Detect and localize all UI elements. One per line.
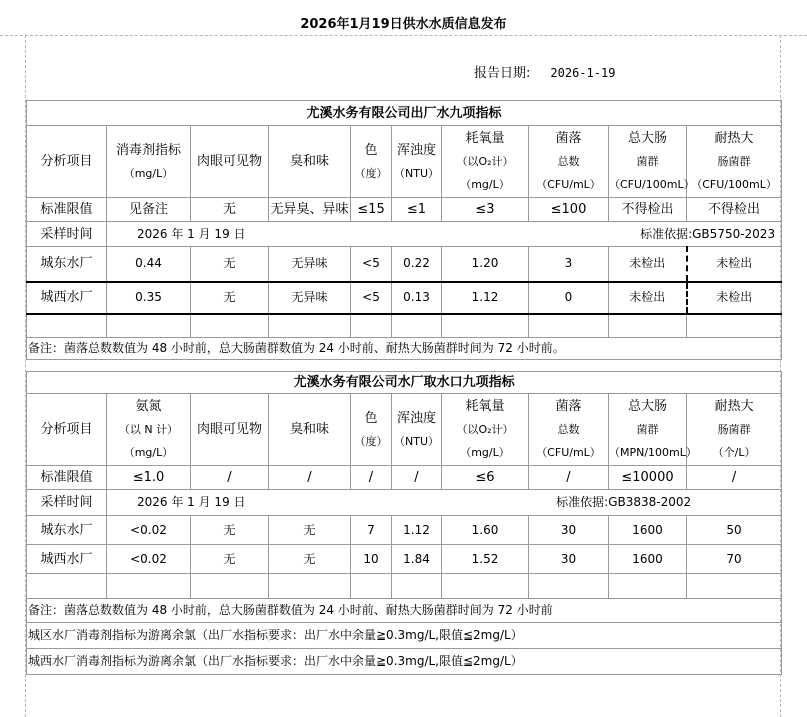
table1-sampling-label: 采样时间 (27, 222, 107, 247)
header-cell (191, 126, 269, 198)
limit-cell: / (687, 466, 782, 490)
value-cell: <0.02 (107, 516, 191, 545)
value-cell: 未检出 (687, 282, 782, 314)
value-cell: 1.84 (392, 545, 442, 574)
header-line: 臭和味 (289, 422, 329, 437)
value-cell: 无 (191, 516, 269, 545)
table-row (27, 247, 782, 282)
empty-cell (269, 314, 351, 338)
table-row (27, 545, 782, 574)
table1-title: 尤溪水务有限公司出厂水九项指标 (27, 101, 782, 126)
limit-cell: / (529, 466, 609, 490)
value-cell: 未检出 (609, 282, 687, 314)
empty-cell (687, 314, 782, 338)
header-cell (392, 126, 442, 198)
plant-name: 城东水厂 (27, 516, 107, 545)
header-line: （mg/L） (460, 446, 510, 459)
header-line: 耐热大 (714, 131, 754, 146)
empty-cell (529, 314, 609, 338)
header-cell (609, 394, 697, 466)
value-cell: 0.35 (107, 282, 191, 314)
table1-sampling-date: 2026 年 1 月 19 日 (137, 226, 246, 241)
table1-empty-row (27, 314, 782, 338)
header-line: （以O₂计） (456, 155, 514, 168)
value-cell: <5 (351, 282, 392, 314)
empty-cell (609, 574, 687, 599)
value-cell: 1.52 (442, 545, 529, 574)
empty-cell (529, 574, 609, 599)
limit-cell: ≤100 (529, 198, 609, 222)
finished-water-table (26, 100, 782, 360)
header-cell (351, 126, 392, 198)
intake-water-table (26, 371, 782, 675)
empty-cell (351, 314, 392, 338)
value-cell: 0 (529, 282, 609, 314)
plant-name: 城东水厂 (27, 247, 107, 282)
header-line: 臭和味 (289, 154, 329, 169)
limit-cell: ≤15 (351, 198, 392, 222)
empty-cell (351, 574, 392, 599)
header-cell (351, 394, 392, 466)
empty-cell (191, 314, 269, 338)
header-cell (687, 126, 782, 198)
limits-label: 标准限值 (27, 198, 107, 222)
header-line: 氨氮 (135, 399, 162, 414)
table1-sampling-cell (107, 222, 782, 247)
value-cell: 1.12 (442, 282, 529, 314)
value-cell: <5 (351, 247, 392, 282)
header-line: （CFU/100mL） (609, 178, 695, 191)
value-cell: 无 (191, 545, 269, 574)
header-cell (392, 394, 442, 466)
table2-extra-note-1: 城区水厂消毒剂指标为游离余氯（出厂水指标要求：出厂水中余量≧0.3mg/L,限值≦2mg/L） (27, 623, 782, 649)
value-cell: 未检出 (609, 247, 687, 282)
value-cell: 无异味 (269, 247, 351, 282)
header-line: （NTU） (394, 434, 439, 448)
value-cell: <0.02 (107, 545, 191, 574)
limit-cell: 不得检出 (687, 198, 782, 222)
header-cell (442, 394, 529, 466)
header-line: 分析项目 (40, 154, 93, 169)
table2-standard: 标准依据:GB3838-2002 (556, 495, 692, 509)
value-cell: 50 (687, 516, 782, 545)
header-cell (442, 126, 529, 198)
header-cell (269, 126, 351, 198)
header-cell (687, 394, 782, 466)
document-title: 2026年1月19日供水水质信息发布 (300, 17, 507, 32)
value-cell: 1600 (609, 516, 687, 545)
header-cell (529, 126, 609, 198)
limit-cell: ≤1 (392, 198, 442, 222)
header-line: （个/L） (712, 446, 756, 459)
limit-cell: 不得检出 (609, 198, 687, 222)
value-cell: 3 (529, 247, 609, 282)
table-row (27, 516, 782, 545)
empty-cell (27, 574, 107, 599)
limits-label: 标准限值 (27, 466, 107, 490)
value-cell: 无异味 (269, 282, 351, 314)
header-line: 耗氧量 (465, 399, 505, 414)
header-line: 消毒剂指标 (115, 142, 181, 158)
header-cell (27, 126, 107, 198)
header-line: 菌落 (555, 131, 582, 146)
empty-cell (107, 574, 191, 599)
header-line: 耐热大 (714, 399, 754, 414)
limit-cell: ≤1.0 (107, 466, 191, 490)
limit-cell: / (191, 466, 269, 490)
limit-cell: / (392, 466, 442, 490)
table1-note: 备注：菌落总数数值为 48 小时前，总大肠菌群数值为 24 小时前、耐热大肠菌群时间为 72 小时前。 (27, 338, 782, 360)
empty-cell (609, 314, 687, 338)
table2-title: 尤溪水务有限公司水厂取水口九项指标 (27, 372, 782, 394)
header-cell (107, 126, 191, 198)
header-line: （CFU/100mL） (691, 178, 777, 191)
header-line: 浑浊度 (396, 410, 436, 426)
value-cell: 0.13 (392, 282, 442, 314)
value-cell: 7 (351, 516, 392, 545)
header-line: 肉眼可见物 (196, 422, 262, 437)
value-cell: 1600 (609, 545, 687, 574)
empty-cell (687, 574, 782, 599)
header-line: （mg/L） (123, 166, 174, 180)
header-line: （以 N 计） (118, 423, 179, 436)
page-top-guide (0, 35, 807, 36)
limit-cell: 无 (191, 198, 269, 222)
table2-sampling-cell (107, 490, 782, 516)
value-cell: 无 (269, 545, 351, 574)
value-cell: 1.12 (392, 516, 442, 545)
header-line: 菌群 (636, 423, 659, 436)
value-cell: 10 (351, 545, 392, 574)
header-line: 菌落 (555, 399, 582, 414)
header-line: （度） (354, 434, 388, 448)
value-cell: 0.44 (107, 247, 191, 282)
header-line: （mg/L） (460, 178, 510, 191)
empty-cell (442, 314, 529, 338)
header-cell (107, 394, 191, 466)
limit-cell: / (351, 466, 392, 490)
limit-cell: 无异臭、异味 (269, 198, 351, 222)
empty-cell (392, 314, 442, 338)
value-cell: 70 (687, 545, 782, 574)
header-line: 色 (364, 142, 378, 158)
table2-limits-row (27, 466, 782, 490)
header-line: （CFU/mL） (536, 446, 601, 459)
value-cell: 未检出 (687, 247, 782, 282)
table2-extra-note-2: 城西水厂消毒剂指标为游离余氯（出厂水指标要求：出厂水中余量≧0.3mg/L,限值≦2mg/L） (27, 649, 782, 675)
header-line: 总大肠 (627, 131, 667, 146)
header-line: （mg/L） (123, 446, 174, 459)
table2-note: 备注：菌落总数数值为 48 小时前，总大肠菌群数值为 24 小时前、耐热大肠菌群时间为 72 小时前 (27, 599, 782, 623)
table2-empty-row (27, 574, 782, 599)
plant-name: 城西水厂 (27, 282, 107, 314)
limit-cell: ≤10000 (609, 466, 687, 490)
limit-cell: 见备注 (107, 198, 191, 222)
table1-header-row (27, 126, 782, 198)
limit-cell: / (269, 466, 351, 490)
value-cell: 无 (191, 282, 269, 314)
limit-cell: ≤6 (442, 466, 529, 490)
header-line: 肠菌群 (717, 423, 751, 436)
header-line: （CFU/mL） (536, 178, 601, 191)
header-line: 总数 (557, 423, 580, 436)
header-line: （MPN/100mL） (609, 446, 697, 459)
header-cell (27, 394, 107, 466)
report-date-value: 2026-1-19 (550, 66, 616, 80)
value-cell: 无 (191, 247, 269, 282)
table2-sampling-date: 2026 年 1 月 19 日 (137, 495, 246, 509)
header-line: 总大肠 (627, 399, 667, 414)
empty-cell (442, 574, 529, 599)
value-cell: 30 (529, 545, 609, 574)
table2-sampling-label: 采样时间 (27, 490, 107, 516)
header-line: 耗氧量 (465, 131, 505, 146)
header-line: 总数 (557, 155, 580, 168)
empty-cell (27, 314, 107, 338)
header-cell (609, 126, 695, 198)
plant-name: 城西水厂 (27, 545, 107, 574)
header-cell (529, 394, 609, 466)
header-line: 肉眼可见物 (196, 154, 262, 169)
empty-cell (269, 574, 351, 599)
value-cell: 1.20 (442, 247, 529, 282)
table1-limits-row (27, 198, 782, 222)
empty-cell (392, 574, 442, 599)
value-cell: 30 (529, 516, 609, 545)
header-line: 浑浊度 (396, 142, 436, 158)
empty-cell (191, 574, 269, 599)
value-cell: 无 (269, 516, 351, 545)
table2-header-row (27, 394, 782, 466)
header-cell (269, 394, 351, 466)
report-date-label: 报告日期: (474, 66, 531, 81)
value-cell: 1.60 (442, 516, 529, 545)
empty-cell (107, 314, 191, 338)
header-line: （以O₂计） (456, 423, 514, 436)
header-cell (191, 394, 269, 466)
header-line: 肠菌群 (717, 155, 751, 168)
value-cell: 0.22 (392, 247, 442, 282)
header-line: 菌群 (636, 155, 659, 168)
header-line: （NTU） (394, 166, 439, 180)
header-line: 分析项目 (40, 422, 93, 437)
limit-cell: ≤3 (442, 198, 529, 222)
header-line: 色 (364, 410, 378, 426)
header-line: （度） (354, 166, 388, 180)
report-date (474, 62, 615, 81)
table1-standard: 标准依据:GB5750-2023 (640, 226, 776, 241)
table-row (27, 282, 782, 314)
